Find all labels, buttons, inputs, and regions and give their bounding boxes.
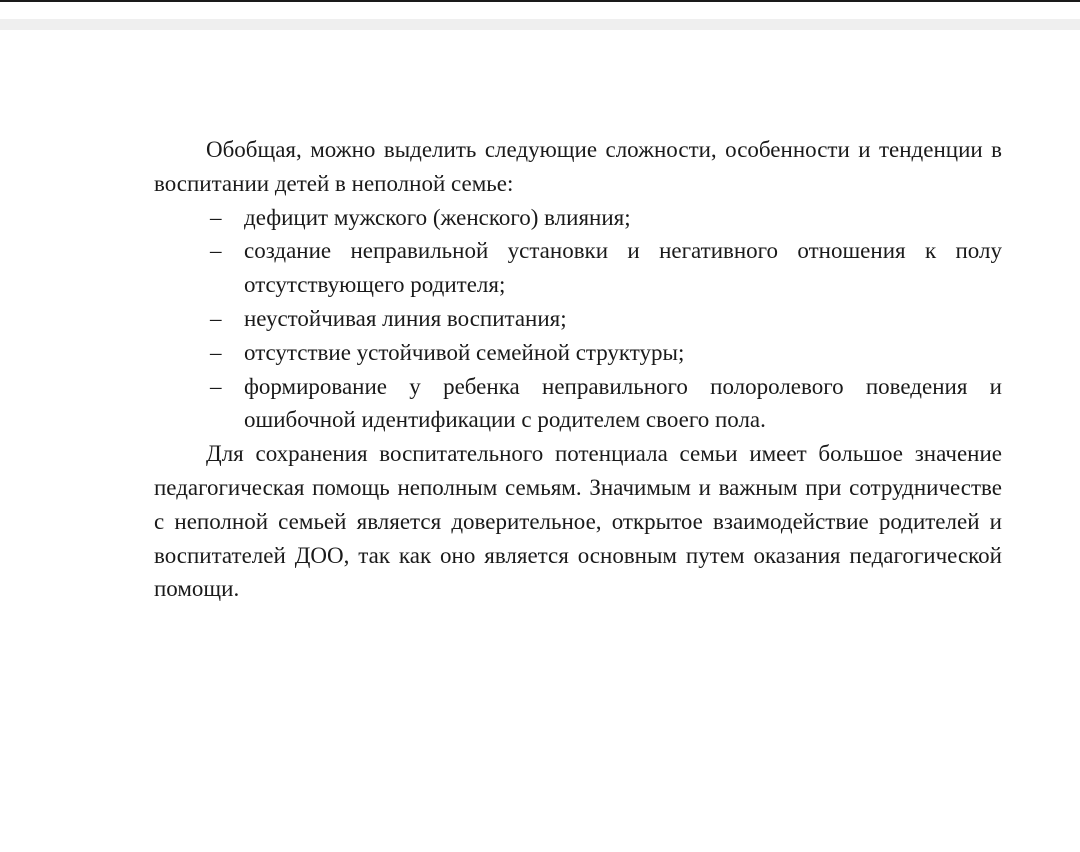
list-dash: – — [210, 373, 222, 399]
document-page — [154, 133, 1002, 606]
list-item — [154, 201, 1002, 235]
closing-paragraph: Для сохранения воспитательного потенциала семьи имеет большое значение педагогическая помощь неполным семьям. Значимым и важным при сотрудничестве с неполной семьей является доверительное, открытое взаимодействие родителей и воспитателей ДОО, так как оно является основным путем оказания педагогической помощи. — [154, 441, 1002, 602]
list-dash: – — [210, 204, 222, 230]
list-item-text: создание неправильной установки и негативного отношения к полу отсутствующего родителя; — [244, 238, 1002, 298]
list-item — [154, 370, 1002, 438]
list-dash: – — [210, 238, 222, 264]
list-item — [154, 302, 1002, 336]
list-item — [154, 234, 1002, 302]
list-item-text: дефицит мужского (женского) влияния; — [244, 204, 631, 230]
list-dash: – — [210, 339, 222, 365]
top-border — [0, 0, 1080, 2]
difficulties-list — [154, 201, 1002, 438]
list-item-text: неустойчивая линия воспитания; — [244, 305, 567, 331]
list-item-text: формирование у ребенка неправильного полоролевого поведения и ошибочной идентификации с родителем своего пола. — [244, 373, 1002, 433]
intro-paragraph: Обобщая, можно выделить следующие сложности, особенности и тенденции в воспитании детей в неполной семье: — [154, 137, 1002, 196]
list-dash: – — [210, 305, 222, 331]
list-item-text: отсутствие устойчивой семейной структуры; — [244, 339, 685, 365]
top-toolbar-strip — [0, 19, 1080, 30]
list-item — [154, 336, 1002, 370]
